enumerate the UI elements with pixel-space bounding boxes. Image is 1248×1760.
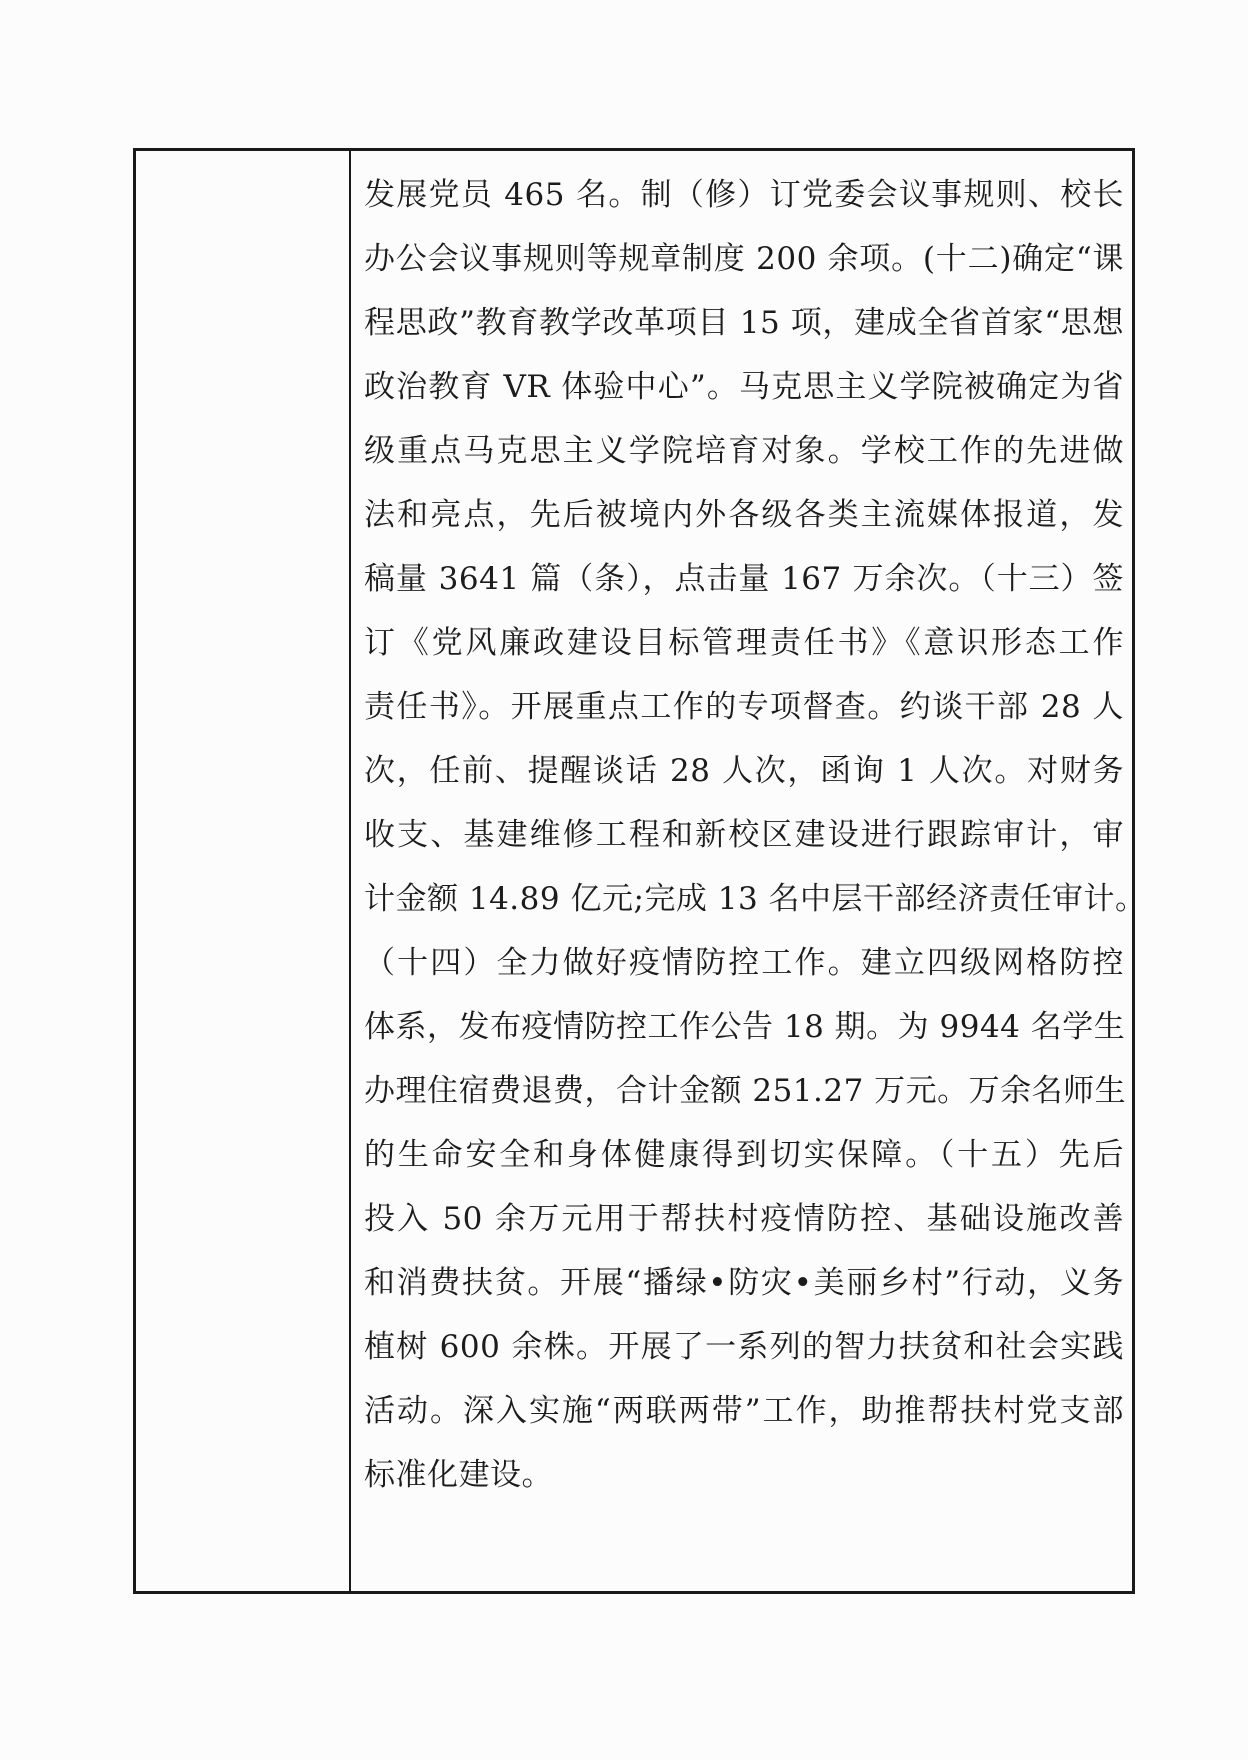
paragraph-line-1: 发展党员 465 名。制（修）订党委会议事规则、校长 <box>364 177 1124 213</box>
paragraph-line-2: 办公会议事规则等规章制度 200 余项。(十二)确定“课 <box>364 241 1124 277</box>
paragraph-line-8: 订《党风廉政建设目标管理责任书》《意识形态工作 <box>364 625 1124 661</box>
paragraph-line-11: 收支、基建维修工程和新校区建设进行跟踪审计，审 <box>364 817 1124 853</box>
paragraph-line-9: 责任书》。开展重点工作的专项督查。约谈干部 28 人 <box>364 689 1124 725</box>
paragraph-line-19: 植树 600 余株。开展了一系列的智力扶贫和社会实践 <box>364 1329 1124 1365</box>
paragraph-line-21: 标准化建设。 <box>364 1457 553 1493</box>
paragraph-line-10: 次，任前、提醒谈话 28 人次，函询 1 人次。对财务 <box>364 753 1124 789</box>
column-divider <box>349 151 351 1591</box>
table-left-cell <box>136 151 349 1591</box>
paragraph-line-16: 的生命安全和身体健康得到切实保障。（十五）先后 <box>364 1137 1124 1173</box>
paragraph-line-18: 和消费扶贫。开展“播绿•防灾•美丽乡村”行动，义务 <box>364 1265 1124 1301</box>
table-right-cell <box>364 151 1147 1591</box>
paragraph-line-4: 政治教育 VR 体验中心”。马克思主义学院被确定为省 <box>364 369 1124 405</box>
paragraph-line-14: 体系，发布疫情防控工作公告 18 期。为 9944 名学生 <box>364 1009 1126 1045</box>
paragraph-line-3: 程思政”教育教学改革项目 15 项，建成全省首家“思想 <box>364 305 1124 341</box>
content-table <box>133 148 1147 1594</box>
paragraph-line-17: 投入 50 余万元用于帮扶村疫情防控、基础设施改善 <box>364 1201 1124 1237</box>
paragraph-line-6: 法和亮点，先后被境内外各级各类主流媒体报道，发 <box>364 497 1124 533</box>
paragraph-line-13: （十四）全力做好疫情防控工作。建立四级网格防控 <box>364 945 1124 981</box>
paragraph-line-7: 稿量 3641 篇（条），点击量 167 万余次。（十三）签 <box>364 561 1124 597</box>
paragraph-line-5: 级重点马克思主义学院培育对象。学校工作的先进做 <box>364 433 1124 469</box>
paragraph-line-20: 活动。深入实施“两联两带”工作，助推帮扶村党支部 <box>364 1393 1124 1429</box>
paragraph-line-12: 计金额 14.89 亿元;完成 13 名中层干部经济责任审计。 <box>364 881 1147 917</box>
paragraph-line-15: 办理住宿费退费，合计金额 251.27 万元。万余名师生 <box>364 1073 1127 1109</box>
